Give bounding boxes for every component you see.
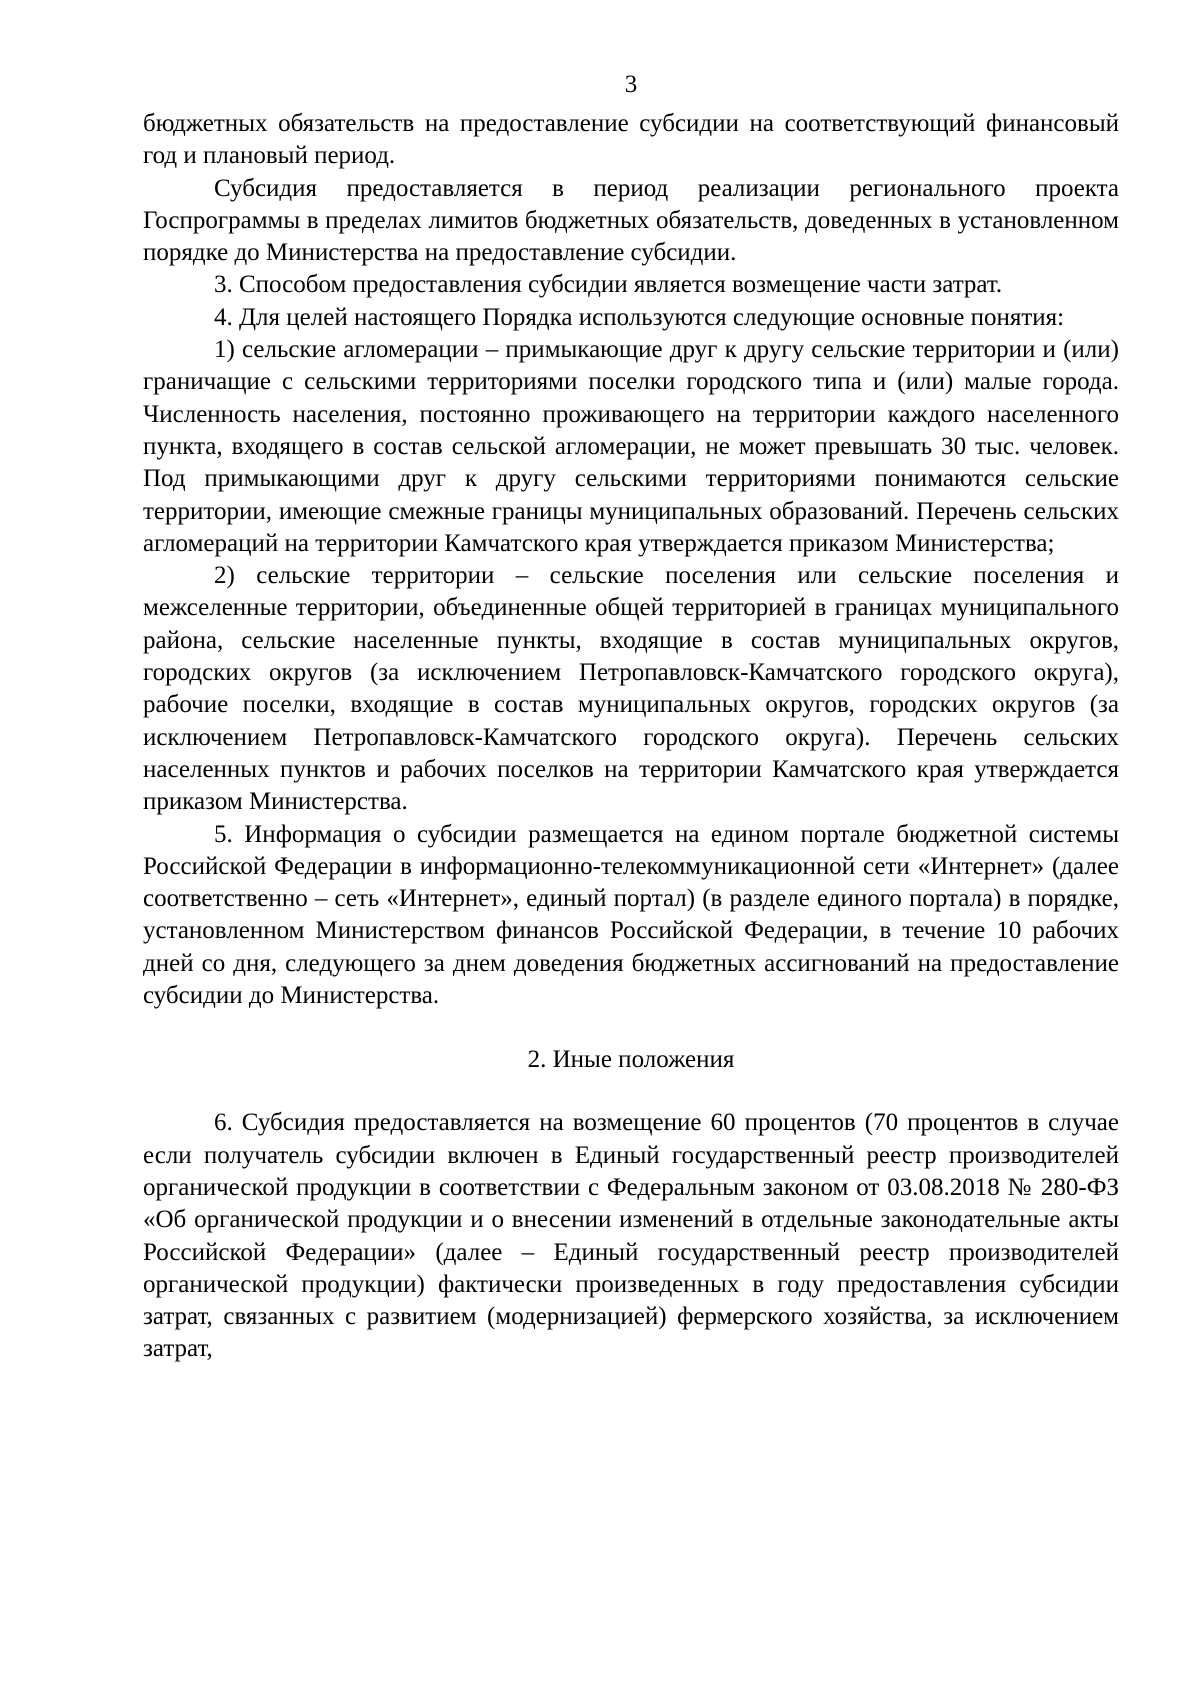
section-heading: 2. Иные положения xyxy=(527,1046,735,1074)
paragraph: 1) сельские агломерации – примыкающие друг к другу сельские территории и (или) граничащие с сельскими территориями поселки городского типа и (или) малые города. Численность населения, постоянно проживающего на территории каждого населенного пункта, входящего в состав сельской агломерации, не может превышать 30 тыс. человек. Под примыкающими друг к другу сельскими территориями понимаются сельские территории, имеющие смежные границы муниципальных образований. Перечень сельских агломераций на территории Камчатского края утверждается приказом Министерства; xyxy=(143,336,1119,557)
page-number: 3 xyxy=(624,71,638,98)
paragraphs-after-heading xyxy=(143,1107,1119,1365)
paragraph: Субсидия предоставляется в период реализации регионального проекта Госпрограммы в пределах лимитов бюджетных обязательств, доведенных в установленном порядке до Министерства на предоставление субсидии. xyxy=(143,174,1119,267)
paragraph: 4. Для целей настоящего Порядка используются следующие основные понятия: xyxy=(214,303,1065,331)
document-body xyxy=(143,108,1119,1366)
paragraph: 5. Информация о субсидии размещается на едином портале бюджетной системы Российской Федерации в информационно-телекоммуникационной сети «Интернет» (далее соответственно – сеть «Интернет», единый портал) (в разделе единого портала) в порядке, установленном Министерством финансов Российской Федерации, в течение 10 рабочих дней со дня, следующего за днем доведения бюджетных ассигнований на предоставление субсидии до Министерства. xyxy=(143,820,1119,1010)
paragraph: 2) сельские территории – сельские поселения или сельские поселения и межселенные территории, объединенные общей территорией в границах муниципального района, сельские населенные пункты, входящие в состав муниципальных округов, городских округов (за исключением Петропавловск-Камчатского городского округа), рабочие поселки, входящие в состав муниципальных округов, городских округов (за исключением Петропавловск-Камчатского городского округа). Перечень сельских населенных пунктов и рабочих поселков на территории Камчатского края утверждается приказом Министерства. xyxy=(143,562,1119,816)
paragraph: 3. Способом предоставления субсидии является возмещение части затрат. xyxy=(214,271,1003,299)
paragraphs-before-heading xyxy=(143,108,1119,1012)
paragraph: 6. Субсидия предоставляется на возмещение 60 процентов (70 процентов в случае если получатель субсидии включен в Единый государственный реестр производителей органической продукции в соответствии с Федеральным законом от 03.08.2018 № 280-ФЗ «Об органической продукции и о внесении изменений в отдельные законодательные акты Российской Федерации» (далее – Единый государственный реестр производителей органической продукции) фактически произведенных в году предоставления субсидии затрат, связанных с развитием (модернизацией) фермерского хозяйства, за исключением затрат, xyxy=(143,1109,1119,1363)
paragraph: бюджетных обязательств на предоставление субсидии на соответствующий финансовый год и плановый период. xyxy=(143,110,1119,170)
